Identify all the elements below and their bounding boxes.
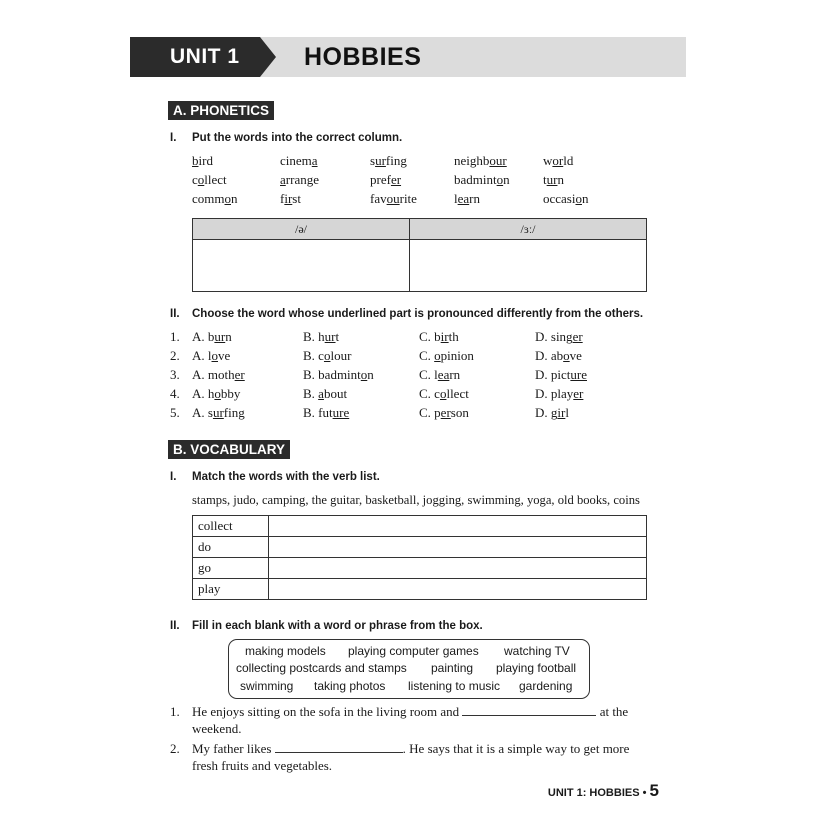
word-cinema: cinema [280,153,318,168]
verb-go: go [193,558,269,579]
a2-item-number: 2. [170,348,180,363]
a2-item-number: 4. [170,386,180,401]
section-b-tag: B. VOCABULARY [168,440,290,459]
verb-answer[interactable] [269,516,647,537]
a2-option[interactable]: B. about [303,386,348,401]
word-occasion: occasion [543,191,589,206]
word-neighbour: neighbour [454,153,507,168]
box-word: swimming [240,679,294,693]
col-er-answer[interactable] [410,240,647,292]
box-word: gardening [519,679,573,693]
col-er-header: /ɜː/ [410,219,647,240]
unit-title: HOBBIES [304,43,422,71]
verb-answer[interactable] [269,579,647,600]
verb-play: play [193,579,269,600]
b2-sentence-number: 2. [170,741,180,756]
a2-option[interactable]: C. opinion [419,348,474,363]
box-word: painting [431,661,474,675]
col-schwa-header: /ə/ [193,219,410,240]
a2-instruction: Choose the word whose underlined part is pronounced differently from the others. [192,308,644,320]
a2-item-number: 3. [170,367,180,382]
phonetics-table [192,218,647,292]
box-word: making models [245,644,326,658]
a2-option[interactable]: B. hurt [303,329,340,344]
word-common: common [192,191,238,206]
word-learn: learn [454,191,481,206]
b2-sentence-number: 1. [170,704,180,719]
a2-option[interactable]: B. future [303,405,350,420]
verb-answer[interactable] [269,558,647,579]
word-prefer: prefer [370,172,402,187]
box-word: listening to music [408,679,501,693]
a2-item-number: 1. [170,329,180,344]
b1-number: I. [170,471,177,483]
unit-badge-arrow [260,37,276,77]
a2-option[interactable]: A. burn [192,329,232,344]
a2-item-number: 5. [170,405,180,420]
verb-answer[interactable] [269,537,647,558]
col-schwa-answer[interactable] [193,240,410,292]
a2-option[interactable]: C. birth [419,329,459,344]
box-word: collecting postcards and stamps [236,661,407,675]
b2-sentence-1-cont: weekend. [192,721,242,736]
a2-option[interactable]: A. surfing [192,405,245,420]
word-favourite: favourite [370,191,417,206]
b2-number: II. [170,620,180,632]
unit-label: UNIT 1 [170,45,240,68]
word-bird: bird [192,153,213,168]
a2-option[interactable]: B. colour [303,348,352,363]
page-footer [548,781,659,801]
section-a-tag: A. PHONETICS [168,101,274,120]
word-arrange: arrange [280,172,319,187]
verb-table [192,515,647,600]
verb-do: do [193,537,269,558]
word-first: first [280,191,301,206]
box-word: playing computer games [348,644,479,658]
a2-option[interactable]: A. love [192,348,231,363]
footer-label: UNIT 1: HOBBIES • [547,787,647,799]
box-word: taking photos [314,679,386,693]
a1-number: I. [170,132,177,144]
word-turn: turn [543,172,564,187]
a2-option[interactable]: D. girl [535,405,569,420]
word-collect: collect [192,172,227,187]
b1-instruction: Match the words with the verb list. [192,471,380,483]
a2-number: II. [170,308,180,320]
box-word: playing football [496,661,577,675]
page-number: 5 [649,781,659,800]
word-badminton: badminton [454,172,510,187]
word-world: world [543,153,574,168]
a2-option[interactable]: C. learn [419,367,461,382]
a2-option[interactable]: C. person [419,405,469,420]
a2-option[interactable]: D. picture [535,367,587,382]
b2-instruction: Fill in each blank with a word or phrase from the box. [192,620,483,632]
verb-collect: collect [193,516,269,537]
b2-sentence-2: My father likes . He says that it is a simple way to get more [192,741,630,756]
b2-sentence-2-cont: fresh fruits and vegetables. [192,758,333,773]
a2-option[interactable]: D. singer [535,329,583,344]
box-word: watching TV [504,644,570,658]
a2-option[interactable]: D. player [535,386,584,401]
a2-option[interactable]: A. hobby [192,386,241,401]
answer-blank[interactable] [462,705,596,716]
answer-blank[interactable] [275,742,403,753]
a2-option[interactable]: A. mother [192,367,245,382]
word-surfing: surfing [370,153,407,168]
word-box [228,639,590,699]
a2-option[interactable]: B. badminton [303,367,374,382]
a1-instruction: Put the words into the correct column. [192,132,403,144]
b1-word-list: stamps, judo, camping, the guitar, basketball, jogging, swimming, yoga, old books, coins [192,493,640,507]
b2-sentence-1: He enjoys sitting on the sofa in the living room and at the [192,704,629,719]
a2-option[interactable]: D. above [535,348,582,363]
a2-option[interactable]: C. collect [419,386,469,401]
